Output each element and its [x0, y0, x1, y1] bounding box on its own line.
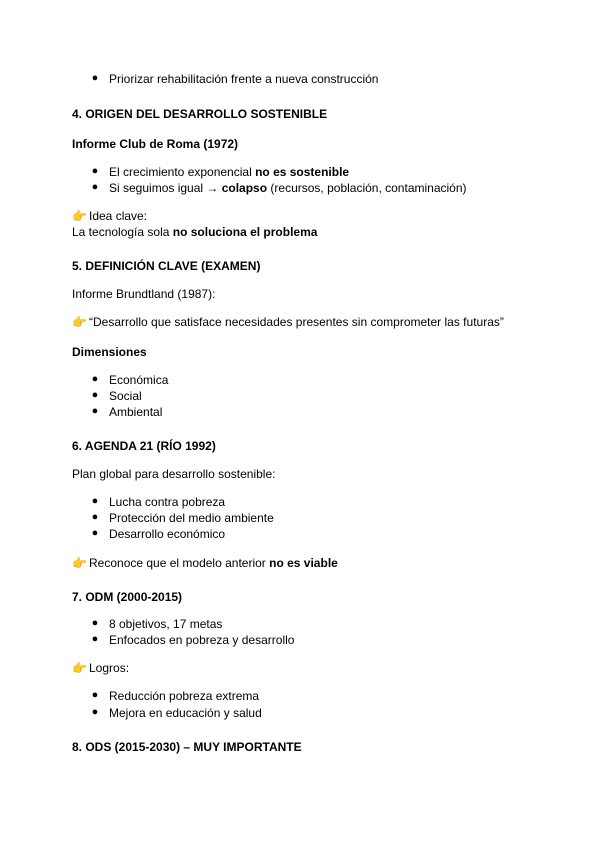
bullet-icon: ●: [91, 689, 99, 701]
bullet-icon: ●: [91, 181, 99, 193]
logros-label: 👉 Logros:: [72, 661, 130, 675]
section-heading-6: 6. AGENDA 21 (RÍO 1992): [72, 439, 216, 453]
bullet-icon: ●: [91, 617, 99, 629]
bullet-icon: ●: [91, 633, 99, 645]
brundtland-text: Informe Brundtland (1987):: [72, 287, 216, 301]
bullet-icon: ●: [91, 72, 99, 84]
bullet-icon: ●: [91, 706, 99, 718]
pointing-hand-icon: 👉: [72, 209, 87, 223]
section-heading-8: 8. ODS (2015-2030) – MUY IMPORTANTE: [72, 740, 302, 754]
bullet-icon: ●: [91, 389, 99, 401]
definition-quote: 👉 “Desarrollo que satisface necesidades presentes sin comprometer las futuras”: [72, 315, 504, 329]
idea-clave-text: La tecnología sola no soluciona el problema: [72, 225, 318, 239]
subheading-club-roma: Informe Club de Roma (1972): [72, 137, 239, 151]
section-heading-4: 4. ORIGEN DEL DESARROLLO SOSTENIBLE: [72, 107, 328, 121]
bullet-icon: ●: [91, 527, 99, 539]
reconoce-text: 👉 Reconoce que el modelo anterior no es viable: [72, 556, 338, 570]
bullet-icon: ●: [91, 405, 99, 417]
plan-text: Plan global para desarrollo sostenible:: [72, 467, 276, 481]
bullet-icon: ●: [91, 495, 99, 507]
pointing-hand-icon: 👉: [72, 556, 87, 570]
pointing-hand-icon: 👉: [72, 315, 87, 329]
section-heading-5: 5. DEFINICIÓN CLAVE (EXAMEN): [72, 259, 261, 273]
bullet-icon: ●: [91, 373, 99, 385]
idea-clave-label: 👉 Idea clave:: [72, 209, 148, 223]
bullet-icon: ●: [91, 511, 99, 523]
pointing-hand-icon: 👉: [72, 661, 87, 675]
section-heading-7: 7. ODM (2000-2015): [72, 590, 183, 604]
dimensions-heading: Dimensiones: [72, 345, 147, 359]
bullet-icon: ●: [91, 165, 99, 177]
